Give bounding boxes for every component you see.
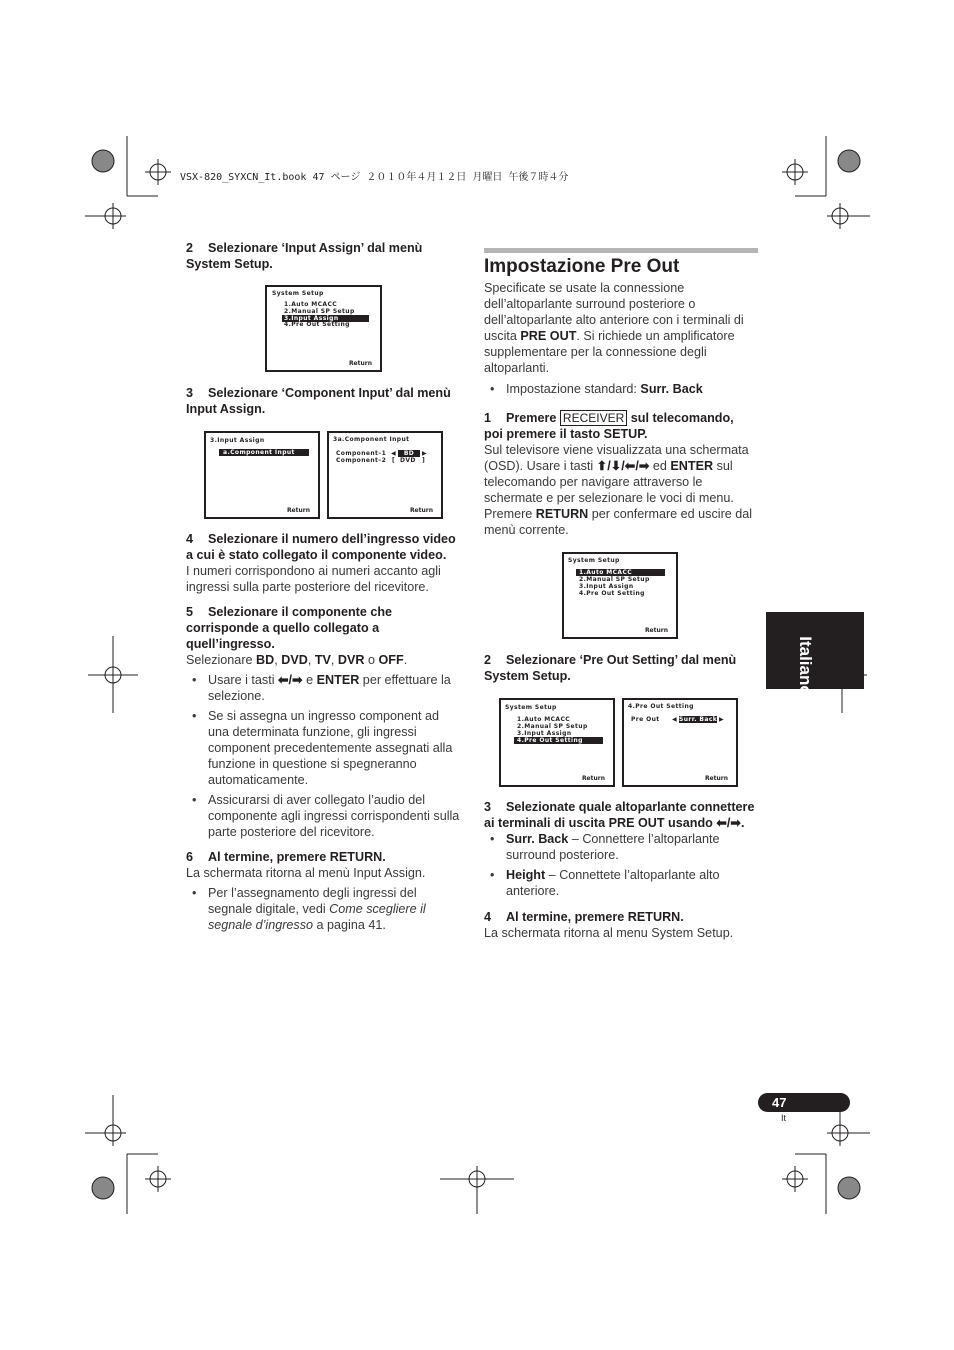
language-tab-label: Italiano xyxy=(796,636,815,696)
section-rule xyxy=(484,248,758,253)
osd-item: 1.Auto MCACC xyxy=(517,716,571,723)
osd-value-selected: BD xyxy=(398,450,420,457)
intro-paragraph: Specificate se usate la connessione dell’altoparlante surround posteriore o dell’altoparlante alto anteriore con i terminali di uscita PRE OUT. Si richiede un amplificatore supplementare per la connessione degli altoparlanti. xyxy=(484,281,744,375)
osd-return: Return xyxy=(286,507,310,514)
osd-pre-out-setting-screen: 4.Pre Out Setting Pre Out ◀ Surr. Back ▶ Return xyxy=(622,698,738,787)
step-6-body: La schermata ritorna al menù Input Assign. xyxy=(186,866,426,880)
osd-title: 3a.Component Input xyxy=(333,436,410,443)
bullet-surr-back: • Surr. Back – Connettere l’altoparlante surround posteriore. xyxy=(484,831,756,863)
osd-item: 2.Manual SP Setup xyxy=(579,576,650,583)
step-3-heading: 3 Selezionare ‘Component Input’ dal menù Input Assign. xyxy=(186,386,451,416)
page-number: 47 xyxy=(758,1093,850,1112)
receiver-key: RECEIVER xyxy=(560,410,627,426)
osd-item: 2.Manual SP Setup xyxy=(517,723,588,730)
osd-item: 3.Input Assign xyxy=(579,583,634,590)
bullet-digital-note: • Per l’assegnamento degli ingressi del segnale digitale, vedi Come scegliere il segnale d’ingresso a pagina 41. xyxy=(186,885,462,933)
left-column xyxy=(186,240,462,272)
print-header: VSX-820_SYXCN_It.book 47 ページ ２０１０年４月１２日 月曜日 午後７時４分 xyxy=(180,172,569,183)
osd-input-assign-screen xyxy=(204,431,320,519)
osd-label: Pre Out xyxy=(631,716,660,723)
osd-component-input-screen: 3a.Component Input Component–1 ◀ BD ▶ Component–2 [ DVD ] Return xyxy=(327,431,443,519)
language-side-tab xyxy=(766,612,864,696)
step-1-body: Sul televisore viene visualizzata una schermata (OSD). Usare i tasti ⬆/⬇/⬅/➡ ed ENTER sul telecomando per navigare attraverso le schermate e per selezionare le voci di menu. Premere RETURN per confermare ed uscire dal menù corrente. xyxy=(484,443,753,537)
osd-system-setup-screen-2 xyxy=(562,552,678,639)
osd-item-selected: 4.Pre Out Setting xyxy=(514,737,603,744)
osd-value-selected: Surr. Back xyxy=(679,716,718,723)
section-title: Impostazione Pre Out xyxy=(484,256,680,277)
osd-item-selected: a.Component Input xyxy=(219,449,309,456)
bullet-audio-note: • Assicurarsi di aver collegato l’audio del componente agli ingressi corrispondenti sulla parte posteriore del ricevitore. xyxy=(186,792,462,840)
bullet-usare-tasti: • Usare i tasti ⬅/➡ e ENTER per effettuare la selezione. xyxy=(186,672,462,704)
bullet-component-note: • Se si assegna un ingresso component ad una determinata funzione, gli ingressi component precedentemente assegnati alla funzione in questione si spegneranno automaticamente. xyxy=(186,708,462,788)
cross-reference: Come scegliere il segnale d’ingresso xyxy=(208,902,426,932)
osd-item-selected: 1.Auto MCACC xyxy=(576,569,665,576)
osd-return: Return xyxy=(644,627,668,634)
osd-system-setup-screen xyxy=(265,285,382,372)
osd-item: 1.Auto MCACC xyxy=(284,301,338,308)
osd-return: Return xyxy=(409,507,433,514)
step-1-heading: 1 Premere RECEIVER sul telecomando, poi premere il tasto SETUP. xyxy=(484,411,734,441)
step-5-heading: 5 Selezionare il componente che corrisponde a quello collegato a quell’ingresso. xyxy=(186,605,393,651)
step-4-heading: 4 Selezionare il numero dell’ingresso video a cui è stato collegato il componente video. xyxy=(186,532,456,562)
step-2-right-heading: 2 Selezionare ‘Pre Out Setting’ dal menù System Setup. xyxy=(484,653,737,683)
page-language-code: It xyxy=(781,1113,787,1123)
osd-item: 2.Manual SP Setup xyxy=(284,308,355,315)
osd-system-setup-screen-3 xyxy=(499,698,615,787)
osd-value: DVD xyxy=(400,457,416,464)
osd-label: Component–2 xyxy=(336,457,387,464)
osd-return: Return xyxy=(704,775,728,782)
step-4-right-body: La schermata ritorna al menu System Setup. xyxy=(484,926,734,940)
step-5-body: Selezionare BD, DVD, TV, DVR o OFF. xyxy=(186,653,408,667)
step-4-body: I numeri corrispondono ai numeri accanto agli ingressi sulla parte posteriore del ricevitore. xyxy=(186,564,441,594)
osd-item: 3.Input Assign xyxy=(517,730,572,737)
bullet-default-setting: • Impostazione standard: Surr. Back xyxy=(484,381,756,397)
step-3-right-heading: 3 Selezionate quale altoparlante connettere ai terminali di uscita PRE OUT usando ⬅/➡. xyxy=(484,800,755,830)
osd-return: Return xyxy=(348,360,372,367)
bullet-height: • Height – Connettete l’altoparlante alto anteriore. xyxy=(484,867,756,899)
osd-title: System Setup xyxy=(568,557,620,564)
osd-title: System Setup xyxy=(272,290,324,297)
osd-title: 4.Pre Out Setting xyxy=(628,703,694,710)
osd-label: Component–1 xyxy=(336,450,387,457)
step-6-heading: 6 Al termine, premere RETURN. xyxy=(186,850,386,864)
osd-item: 4.Pre Out Setting xyxy=(284,321,350,328)
osd-item-selected: 3.Input Assign xyxy=(282,315,369,322)
osd-item: 4.Pre Out Setting xyxy=(579,590,645,597)
osd-title: System Setup xyxy=(505,704,557,711)
osd-title: 3.Input Assign xyxy=(210,437,265,444)
osd-return: Return xyxy=(581,775,605,782)
step-2-heading: 2 Selezionare ‘Input Assign’ dal menù System Setup. xyxy=(186,241,423,271)
step-4-right-heading: 4 Al termine, premere RETURN. xyxy=(484,910,684,924)
